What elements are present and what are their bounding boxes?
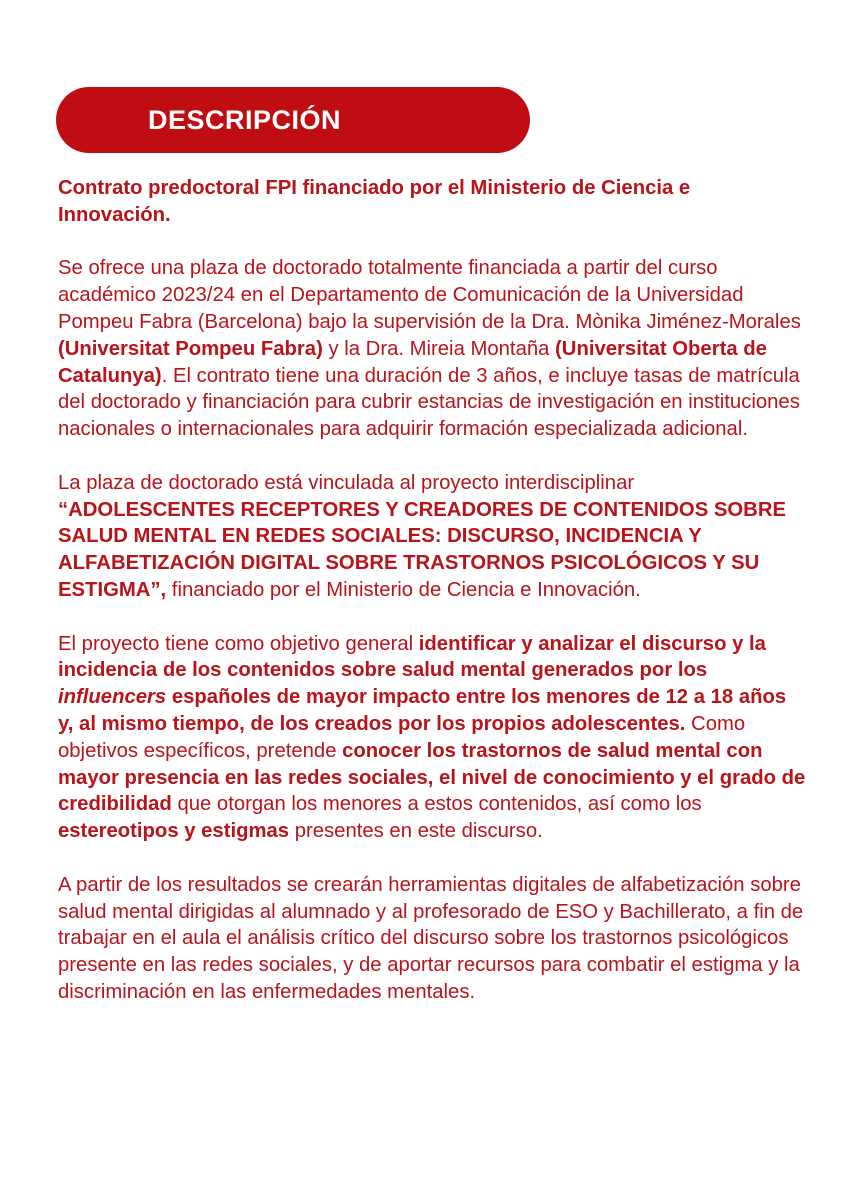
section-title: DESCRIPCIÓN — [148, 105, 342, 135]
text: Se ofrece una plaza de doctorado totalmente financiada a partir del curso académico 2023/24 en el Departamento de Comunicación de la Universidad Pompeu Fabra (Barcelona) bajo la supervisión de la Dra. Mònika Jiménez-Morales — [58, 257, 801, 333]
text: presentes en este discurso. — [289, 820, 543, 843]
paragraph-project — [58, 470, 806, 604]
text: La plaza de doctorado está vinculada al proyecto interdisciplinar — [58, 471, 635, 494]
project-title: “ADOLESCENTES RECEPTORES Y CREADORES DE CONTENIDOS SOBRE SALUD MENTAL EN REDES SOCIALES: DISCURSO, INCIDENCIA Y ALFABETIZACIÓN DIGITAL SOBRE TRASTORNOS PSICOLÓGICOS Y SU ESTIGMA”, — [58, 498, 786, 601]
text: y la Dra. Mireia Montaña — [322, 337, 556, 360]
text: . El contrato tiene una duración de 3 años, e incluye tasas de matrícula del doctorado y financiación para cubrir estancias de investigación en instituciones nacionales o internacionales para adquirir formación especializada adicional. — [58, 364, 800, 441]
emphasis: identificar y analizar el discurso y la incidencia de los contenidos sobre salud mental generados por los — [58, 632, 766, 682]
university-uoc: (Universitat Oberta de Catalunya) — [58, 337, 767, 387]
paragraph-position — [58, 255, 806, 443]
text: Como objetivos específicos, pretende — [58, 712, 746, 762]
description-body — [58, 175, 806, 1033]
text: que otorgan los menores a estos contenidos, así como los — [171, 793, 702, 816]
paragraph-results: A partir de los resultados se crearán herramientas digitales de alfabetización sobre salud mental dirigidas al alumnado y al profesorado de ESO y Bachillerato, a fin de trabajar en el aula el análisis crítico del discurso sobre los trastornos psicológicos presente en las redes sociales, y de aportar recursos para combatir el estigma y la discriminación en las enfermedades mentales. — [58, 873, 804, 1003]
intro-paragraph: Contrato predoctoral FPI financiado por el Ministerio de Ciencia e Innovación. — [58, 177, 691, 226]
emphasis: conocer los trastornos de salud mental con mayor presencia en las redes sociales, el nivel de conocimiento y el grado de credibilidad — [58, 739, 806, 816]
emphasis: estereotipos y estigmas — [58, 820, 290, 843]
emphasis: españoles de mayor impacto entre los menores de 12 a 18 años y, al mismo tiempo, de los creados por los propios adolescentes. — [58, 686, 787, 735]
text: financiado por el Ministerio de Ciencia e Innovación. — [166, 578, 641, 601]
emphasis-italic: influencers — [58, 686, 167, 709]
paragraph-objectives — [58, 631, 806, 845]
university-upf: (Universitat Pompeu Fabra) — [58, 337, 323, 360]
section-header-pill — [56, 87, 530, 153]
text: El proyecto tiene como objetivo general — [58, 632, 419, 655]
